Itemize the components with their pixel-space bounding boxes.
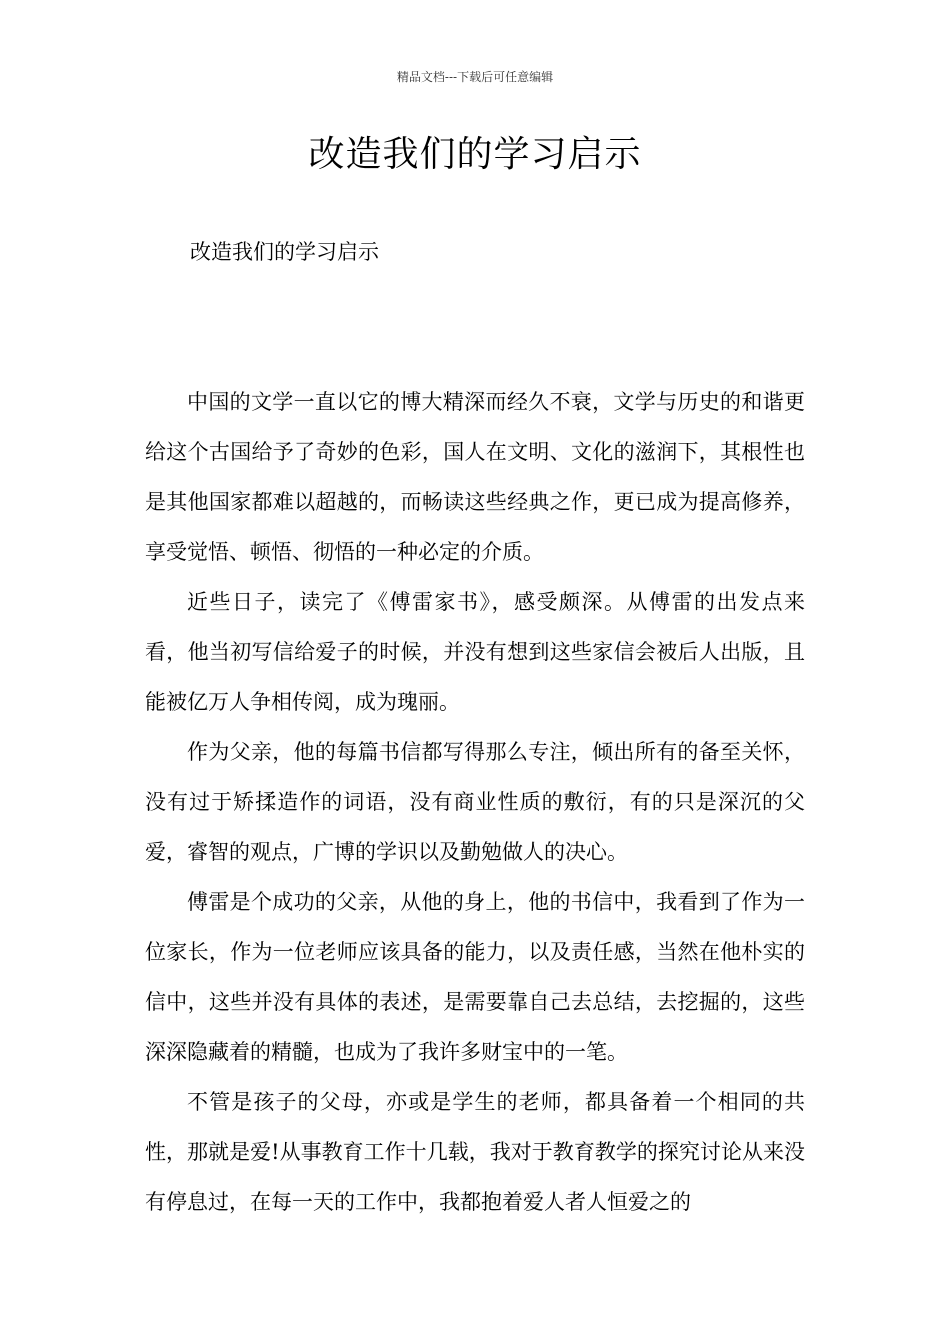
paragraph: 近些日子，读完了《傅雷家书》，感受颇深。从傅雷的出发点来看，他当初写信给爱子的时候，并没有想到这些家信会被后人出版，且能被亿万人争相传阅，成为瑰丽。: [145, 590, 805, 714]
document-body: [145, 377, 805, 1227]
document-title: 改造我们的学习启示: [308, 134, 642, 175]
paragraph: 作为父亲，他的每篇书信都写得那么专注，倾出所有的备至关怀，没有过于矫揉造作的词语，没有商业性质的敷衍，有的只是深沉的父爱，睿智的观点，广博的学识以及勤勉做人的决心。: [145, 740, 805, 864]
paragraph: 傅雷是个成功的父亲，从他的身上，他的书信中，我看到了作为一位家长，作为一位老师应该具备的能力，以及责任感，当然在他朴实的信中，这些并没有具体的表述，是需要靠自己去总结，去挖掘的，这些深深隐藏着的精髓，也成为了我许多财宝中的一笔。: [145, 890, 805, 1064]
header-note: 精品文档---下载后可任意编辑: [396, 70, 554, 84]
document-subtitle: 改造我们的学习启示: [190, 240, 379, 264]
paragraph: 中国的文学一直以它的博大精深而经久不衰，文学与历史的和谐更给这个古国给予了奇妙的色彩，国人在文明、文化的滋润下，其根性也是其他国家都难以超越的，而畅读这些经典之作，更已成为提高修养，享受觉悟、顿悟、彻悟的一种必定的介质。: [145, 390, 805, 564]
paragraph: 不管是孩子的父母，亦或是学生的老师，都具备着一个相同的共性，那就是爱!从事教育工作十几载，我对于教育教学的探究讨论从来没有停息过，在每一天的工作中，我都抱着爱人者人恒爱之的: [145, 1090, 805, 1214]
